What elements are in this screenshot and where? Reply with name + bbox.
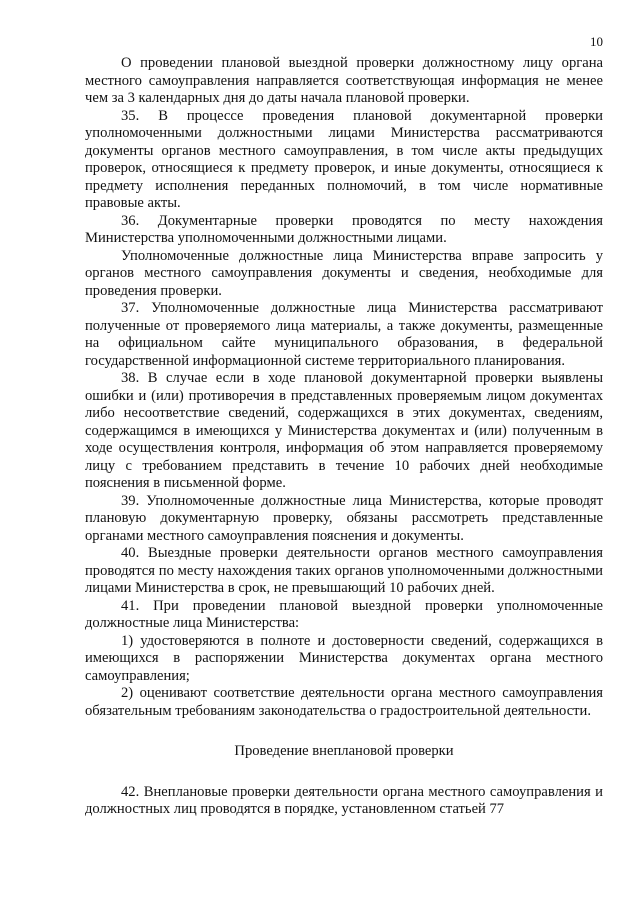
paragraph-40: 40. Выездные проверки деятельности органов местного самоуправления проводятся по месту нахождения таких органов уполномоченными должностными лицами Министерства в срок, не превышающий 10 рабочих дней.	[85, 545, 603, 596]
list-item-41-1: 1) удостоверяются в полноте и достоверности сведений, содержащихся в имеющихся в распоряжении Министерства документах органа местного самоуправления;	[85, 632, 603, 684]
paragraph-36: 36. Документарные проверки проводятся по месту нахождения Министерства уполномоченными должностными лицами.	[85, 212, 603, 246]
paragraph-39: 39. Уполномоченные должностные лица Министерства, которые проводят плановую документарную проверку, обязаны рассмотреть представленные органами местного самоуправления пояснения и документы.	[85, 492, 603, 544]
list-item-41-2: 2) оценивают соответствие деятельности органа местного самоуправления обязательным требованиям законодательства о градостроительной деятельности.	[85, 685, 603, 719]
page-number: 10	[590, 34, 603, 49]
paragraph-notice: О проведении плановой выездной проверки должностному лицу органа местного самоуправления направляется соответствующая информация не менее чем за 3 календарных дня до даты начала плановой проверки.	[85, 55, 603, 106]
paragraph-35: 35. В процессе проведения плановой документарной проверки уполномоченными должностными лицами Министерства рассматриваются документы органов местного самоуправления, в том числе акты предыдущих проверок, относящиеся к предмету проверок, и иные документы, относящиеся к предмету исполнения переданных полномочий, в том числе нормативные правовые акты.	[85, 107, 603, 211]
paragraph-37: 37. Уполномоченные должностные лица Министерства рассматривают полученные от проверяемого лица материалы, а также документы, размещенные на официальном сайте муниципального образования, в федеральной государственной информационной системе территориального планирования.	[85, 300, 603, 369]
paragraph-42: 42. Внеплановые проверки деятельности органа местного самоуправления и должностных лиц проводятся в порядке, установленном статьей 77	[85, 783, 603, 817]
paragraph-38: 38. В случае если в ходе плановой документарной проверки выявлены ошибки и (или) противоречия в представленных проверяемым лицом документах либо несоответствие сведений, содержащихся в этих документах, сведениям, содержащимся в имеющихся у Министерства документах и (или) полученным в ходе осуществления контроля, информация об этом направляется проверяемому лицу с требованием представить в течение 10 рабочих дней необходимые пояснения в письменной форме.	[85, 370, 603, 491]
section-heading: Проведение внеплановой проверки	[234, 743, 454, 759]
paragraph-41: 41. При проведении плановой выездной проверки уполномоченные должностные лица Министерства:	[85, 597, 603, 631]
paragraph-36-request: Уполномоченные должностные лица Министерства вправе запросить у органов местного самоуправления документы и сведения, необходимые для проведения проверки.	[85, 247, 603, 299]
document-body	[85, 55, 603, 819]
